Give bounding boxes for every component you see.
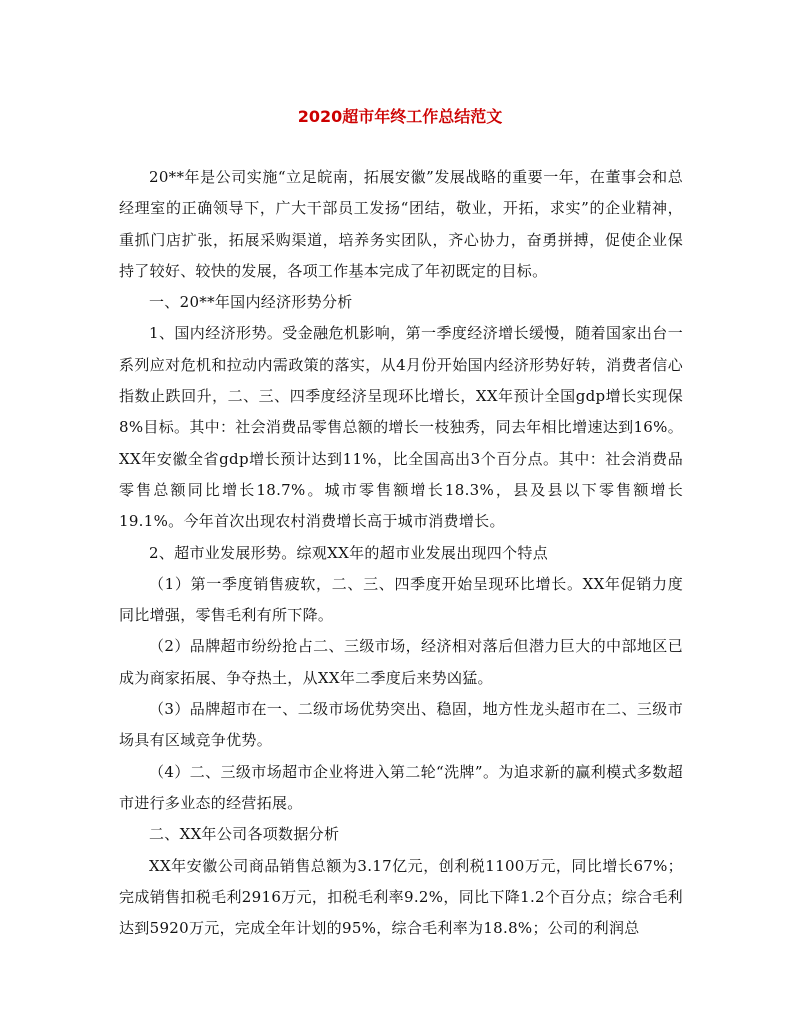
heading-section-1: 一、20**年国内经济形势分析 xyxy=(149,293,353,312)
paragraph-domestic-economy: 1、国内经济形势。受金融危机影响，第一季度经济增长缓慢，随着国家出台一系列应对危机和拉动内需政策的落实，从4月份开始国内经济形势好转，消费者信心指数止跌回升，二、三、四季度经济呈现环比增长，XX年预计全国gdp增长实现保8%目标。其中：社会消费品零售总额的增长一枝独秀，同去年相比增速达到16%。XX年安徽全省gdp增长预计达到11%，比全国高出3个百分点。其中：社会消费品零售总额同比增长18.7%。城市零售额增长18.3%，县及县以下零售额增长19.1%。今年首次出现农村消费增长高于城市消费增长。 xyxy=(119,324,683,531)
document-title: 2020超市年终工作总结范文 xyxy=(297,107,503,126)
paragraph-feature-4: （4）二、三级市场超市企业将进入第二轮“洗牌”。为追求新的赢利模式多数超市进行多业态的经营拓展。 xyxy=(119,762,683,812)
paragraph-feature-3: （3）品牌超市在一、二级市场优势突出、稳固，地方性龙头超市在二、三级市场具有区域竞争优势。 xyxy=(119,700,683,750)
heading-section-2: 二、XX年公司各项数据分析 xyxy=(149,825,340,844)
paragraph-supermarket-trend: 2、超市业发展形势。综观XX年的超市业发展出现四个特点 xyxy=(149,543,549,562)
paragraph-feature-1: （1）第一季度销售疲软，二、三、四季度开始呈现环比增长。XX年促销力度同比增强，零售毛利有所下降。 xyxy=(119,574,683,625)
document-body xyxy=(119,162,683,944)
paragraph-company-data: XX年安徽公司商品销售总额为3.17亿元，创利税1100万元，同比增长67%；完成销售扣税毛利2916万元，扣税毛利率9.2%，同比下降1.2个百分点；综合毛利达到5920万元，完成全年计划的95%，综合毛利率为18.8%；公司的利润总 xyxy=(119,856,683,938)
paragraph-feature-2: （2）品牌超市纷纷抢占二、三级市场，经济相对落后但潜力巨大的中部地区已成为商家拓展、争夺热土，从XX年二季度后来势凶猛。 xyxy=(119,637,683,687)
paragraph-intro: 20**年是公司实施“立足皖南，拓展安徽”发展战略的重要一年，在董事会和总经理室的正确领导下，广大干部员工发扬“团结，敬业，开拓，求实”的企业精神，重抓门店扩张，拓展采购渠道，培养务实团队，齐心协力，奋勇拼搏，促使企业保持了较好、较快的发展，各项工作基本完成了年初既定的目标。 xyxy=(119,168,683,280)
